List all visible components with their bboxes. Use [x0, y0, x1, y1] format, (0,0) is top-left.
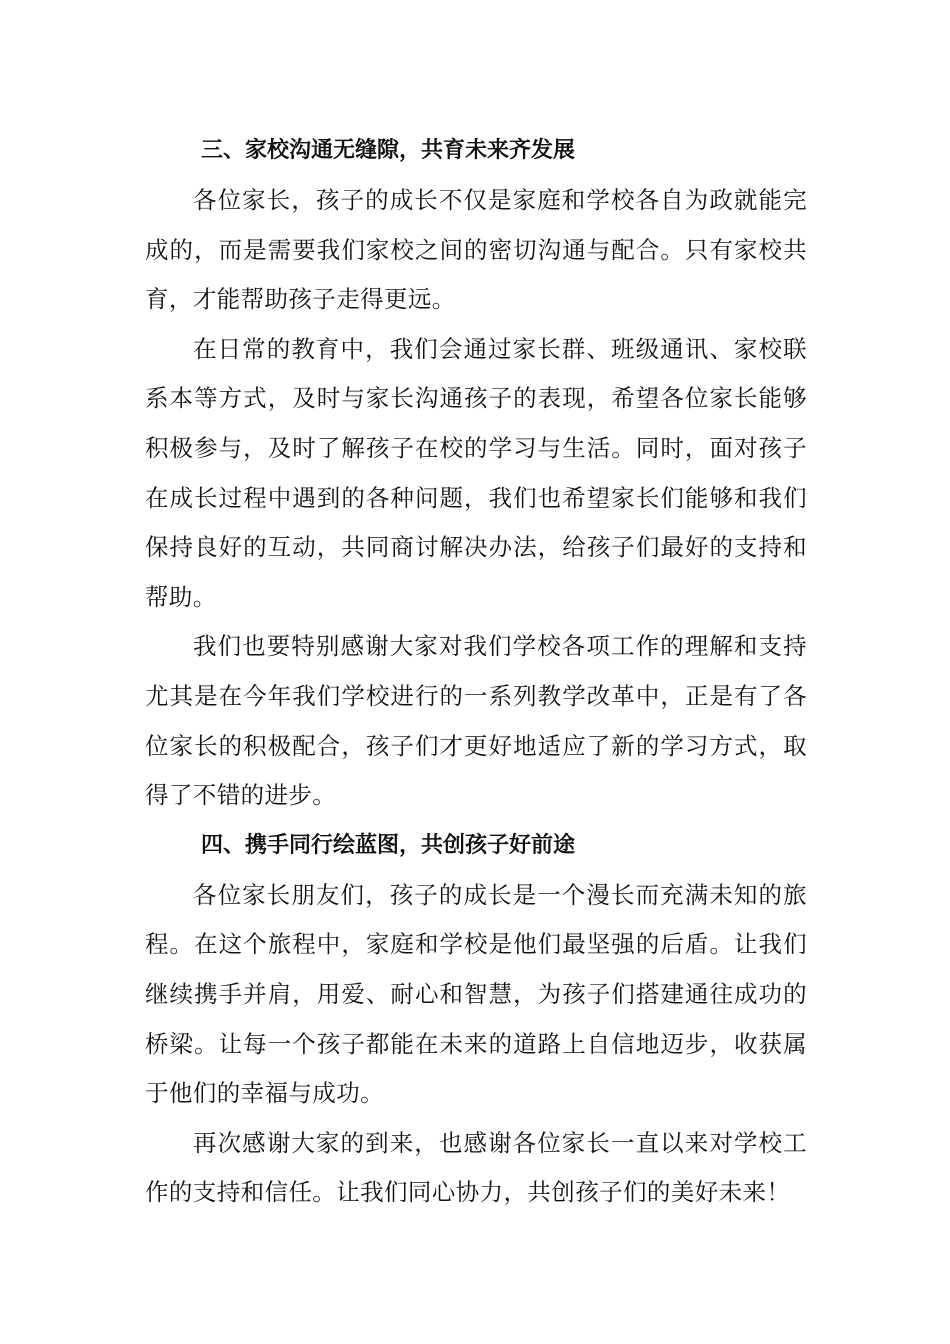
- section-heading-4: 四、携手同行绘蓝图，共创孩子好前途: [201, 832, 576, 858]
- paragraph: 再次感谢大家的到来，也感谢各位家长一直以来对学校工作的支持和信任。让我们同心协力，共创孩子们的美好未来！: [145, 1128, 807, 1207]
- paragraph: 我们也要特别感谢大家对我们学校各项工作的理解和支持尤其是在今年我们学校进行的一系列教学改革中，正是有了各位家长的积极配合，孩子们才更好地适应了新的学习方式，取得了不错的进步。: [145, 632, 807, 810]
- section-heading-3: 三、家校沟通无缝隙，共育未来齐发展: [201, 138, 576, 163]
- document-body: [145, 126, 807, 1218]
- paragraph: 在日常的教育中，我们会通过家长群、班级通讯、家校联系本等方式，及时与家长沟通孩子的表现，希望各位家长能够积极参与，及时了解孩子在校的学习与生活。同时，面对孩子在成长过程中遇到的各种问题，我们也希望家长们能够和我们保持良好的互动，共同商讨解决办法，给孩子们最好的支持和帮助。: [145, 334, 807, 611]
- paragraph: 各位家长朋友们，孩子的成长是一个漫长而充满未知的旅程。在这个旅程中，家庭和学校是他们最坚强的后盾。让我们继续携手并肩，用爱、耐心和智慧，为孩子们搭建通往成功的桥梁。让每一个孩子都能在未来的道路上自信地迈步，收获属于他们的幸福与成功。: [145, 880, 807, 1108]
- paragraph: 各位家长，孩子的成长不仅是家庭和学校各自为政就能完成的，而是需要我们家校之间的密切沟通与配合。只有家校共育，才能帮助孩子走得更远。: [145, 186, 807, 314]
